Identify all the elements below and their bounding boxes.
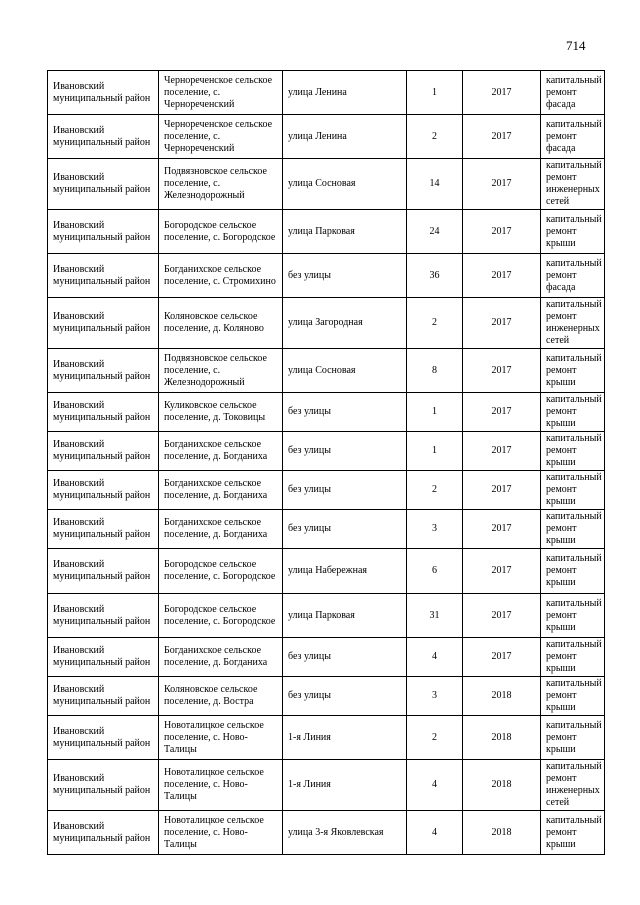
street-cell: улица Сосновая [283, 159, 407, 210]
settlement-cell: Новоталицкое сельское поселение, с. Ново-Талицы [159, 716, 283, 760]
year-cell: 2017 [463, 71, 541, 115]
work-type-cell: капитальный ремонт крыши [541, 471, 605, 510]
settlement-cell: Богородское сельское поселение, с. Богородское [159, 549, 283, 594]
street-cell: без улицы [283, 471, 407, 510]
work-type-cell: капитальный ремонт крыши [541, 594, 605, 638]
settlement-cell: Богданихское сельское поселение, д. Богданиха [159, 510, 283, 549]
street-cell: без улицы [283, 393, 407, 432]
house-number-cell: 4 [407, 811, 463, 855]
work-type-cell: капитальный ремонт инженерных сетей [541, 298, 605, 349]
street-cell: улица 3-я Яковлевская [283, 811, 407, 855]
year-cell: 2017 [463, 254, 541, 298]
district-cell: Ивановский муниципальный район [48, 432, 159, 471]
settlement-cell: Чернореченское сельское поселение, с. Чернореченский [159, 115, 283, 159]
table-row [48, 811, 605, 855]
district-cell: Ивановский муниципальный район [48, 71, 159, 115]
settlement-cell: Новоталицкое сельское поселение, с. Ново-Талицы [159, 811, 283, 855]
work-type-cell: капитальный ремонт фасада [541, 115, 605, 159]
district-cell: Ивановский муниципальный район [48, 298, 159, 349]
street-cell: без улицы [283, 254, 407, 298]
work-type-cell: капитальный ремонт крыши [541, 811, 605, 855]
street-cell: улица Ленина [283, 71, 407, 115]
district-cell: Ивановский муниципальный район [48, 159, 159, 210]
street-cell: 1-я Линия [283, 760, 407, 811]
house-number-cell: 1 [407, 71, 463, 115]
year-cell: 2017 [463, 298, 541, 349]
street-cell: без улицы [283, 432, 407, 471]
year-cell: 2017 [463, 471, 541, 510]
house-number-cell: 4 [407, 638, 463, 677]
house-number-cell: 6 [407, 549, 463, 594]
year-cell: 2017 [463, 115, 541, 159]
table-row [48, 677, 605, 716]
table-row [48, 349, 605, 393]
street-cell: улица Сосновая [283, 349, 407, 393]
house-number-cell: 2 [407, 716, 463, 760]
year-cell: 2017 [463, 549, 541, 594]
house-number-cell: 3 [407, 510, 463, 549]
table-row [48, 254, 605, 298]
table-row [48, 71, 605, 115]
district-cell: Ивановский муниципальный район [48, 210, 159, 254]
settlement-cell: Богородское сельское поселение, с. Богородское [159, 210, 283, 254]
settlement-cell: Подвязновское сельское поселение, с. Железнодорожный [159, 349, 283, 393]
street-cell: улица Ленина [283, 115, 407, 159]
district-cell: Ивановский муниципальный район [48, 115, 159, 159]
table-row [48, 298, 605, 349]
work-type-cell: капитальный ремонт инженерных сетей [541, 159, 605, 210]
settlement-cell: Куликовское сельское поселение, д. Токовицы [159, 393, 283, 432]
settlement-cell: Коляновское сельское поселение, д. Востра [159, 677, 283, 716]
settlement-cell: Богданихское сельское поселение, с. Стромихино [159, 254, 283, 298]
house-number-cell: 2 [407, 471, 463, 510]
settlement-cell: Новоталицкое сельское поселение, с. Ново-Талицы [159, 760, 283, 811]
settlement-cell: Коляновское сельское поселение, д. Коляново [159, 298, 283, 349]
district-cell: Ивановский муниципальный район [48, 760, 159, 811]
house-number-cell: 14 [407, 159, 463, 210]
year-cell: 2018 [463, 716, 541, 760]
district-cell: Ивановский муниципальный район [48, 510, 159, 549]
settlement-cell: Богородское сельское поселение, с. Богородское [159, 594, 283, 638]
street-cell: улица Загородная [283, 298, 407, 349]
work-type-cell: капитальный ремонт крыши [541, 210, 605, 254]
year-cell: 2017 [463, 159, 541, 210]
district-cell: Ивановский муниципальный район [48, 254, 159, 298]
street-cell: улица Набережная [283, 549, 407, 594]
house-number-cell: 3 [407, 677, 463, 716]
house-number-cell: 24 [407, 210, 463, 254]
district-cell: Ивановский муниципальный район [48, 393, 159, 432]
settlement-cell: Богданихское сельское поселение, д. Богданиха [159, 432, 283, 471]
year-cell: 2017 [463, 432, 541, 471]
year-cell: 2017 [463, 638, 541, 677]
work-type-cell: капитальный ремонт крыши [541, 677, 605, 716]
work-type-cell: капитальный ремонт крыши [541, 393, 605, 432]
table-row [48, 594, 605, 638]
street-cell: улица Парковая [283, 594, 407, 638]
house-number-cell: 8 [407, 349, 463, 393]
table-row [48, 393, 605, 432]
district-cell: Ивановский муниципальный район [48, 549, 159, 594]
work-type-cell: капитальный ремонт крыши [541, 716, 605, 760]
work-type-cell: капитальный ремонт инженерных сетей [541, 760, 605, 811]
district-cell: Ивановский муниципальный район [48, 471, 159, 510]
work-type-cell: капитальный ремонт фасада [541, 254, 605, 298]
table-row [48, 159, 605, 210]
work-type-cell: капитальный ремонт крыши [541, 432, 605, 471]
street-cell: улица Парковая [283, 210, 407, 254]
table-row [48, 510, 605, 549]
year-cell: 2018 [463, 760, 541, 811]
district-cell: Ивановский муниципальный район [48, 716, 159, 760]
table-row [48, 716, 605, 760]
street-cell: без улицы [283, 510, 407, 549]
settlement-cell: Подвязновское сельское поселение, с. Железнодорожный [159, 159, 283, 210]
table-row [48, 115, 605, 159]
work-type-cell: капитальный ремонт крыши [541, 349, 605, 393]
table-row [48, 760, 605, 811]
district-cell: Ивановский муниципальный район [48, 594, 159, 638]
house-number-cell: 31 [407, 594, 463, 638]
work-type-cell: капитальный ремонт крыши [541, 549, 605, 594]
house-number-cell: 36 [407, 254, 463, 298]
year-cell: 2018 [463, 677, 541, 716]
settlement-cell: Богданихское сельское поселение, д. Богданиха [159, 471, 283, 510]
housing-repair-table [47, 70, 605, 855]
street-cell: без улицы [283, 677, 407, 716]
year-cell: 2017 [463, 510, 541, 549]
house-number-cell: 2 [407, 298, 463, 349]
table-row [48, 638, 605, 677]
settlement-cell: Чернореченское сельское поселение, с. Чернореченский [159, 71, 283, 115]
year-cell: 2017 [463, 349, 541, 393]
house-number-cell: 1 [407, 393, 463, 432]
table-row [48, 549, 605, 594]
year-cell: 2017 [463, 393, 541, 432]
table-row [48, 210, 605, 254]
work-type-cell: капитальный ремонт фасада [541, 71, 605, 115]
district-cell: Ивановский муниципальный район [48, 811, 159, 855]
page-number: 714 [566, 38, 586, 53]
year-cell: 2017 [463, 594, 541, 638]
house-number-cell: 4 [407, 760, 463, 811]
table-row [48, 471, 605, 510]
work-type-cell: капитальный ремонт крыши [541, 638, 605, 677]
house-number-cell: 2 [407, 115, 463, 159]
year-cell: 2017 [463, 210, 541, 254]
work-type-cell: капитальный ремонт крыши [541, 510, 605, 549]
district-cell: Ивановский муниципальный район [48, 677, 159, 716]
house-number-cell: 1 [407, 432, 463, 471]
district-cell: Ивановский муниципальный район [48, 638, 159, 677]
settlement-cell: Богданихское сельское поселение, д. Богданиха [159, 638, 283, 677]
table-row [48, 432, 605, 471]
district-cell: Ивановский муниципальный район [48, 349, 159, 393]
street-cell: 1-я Линия [283, 716, 407, 760]
street-cell: без улицы [283, 638, 407, 677]
year-cell: 2018 [463, 811, 541, 855]
